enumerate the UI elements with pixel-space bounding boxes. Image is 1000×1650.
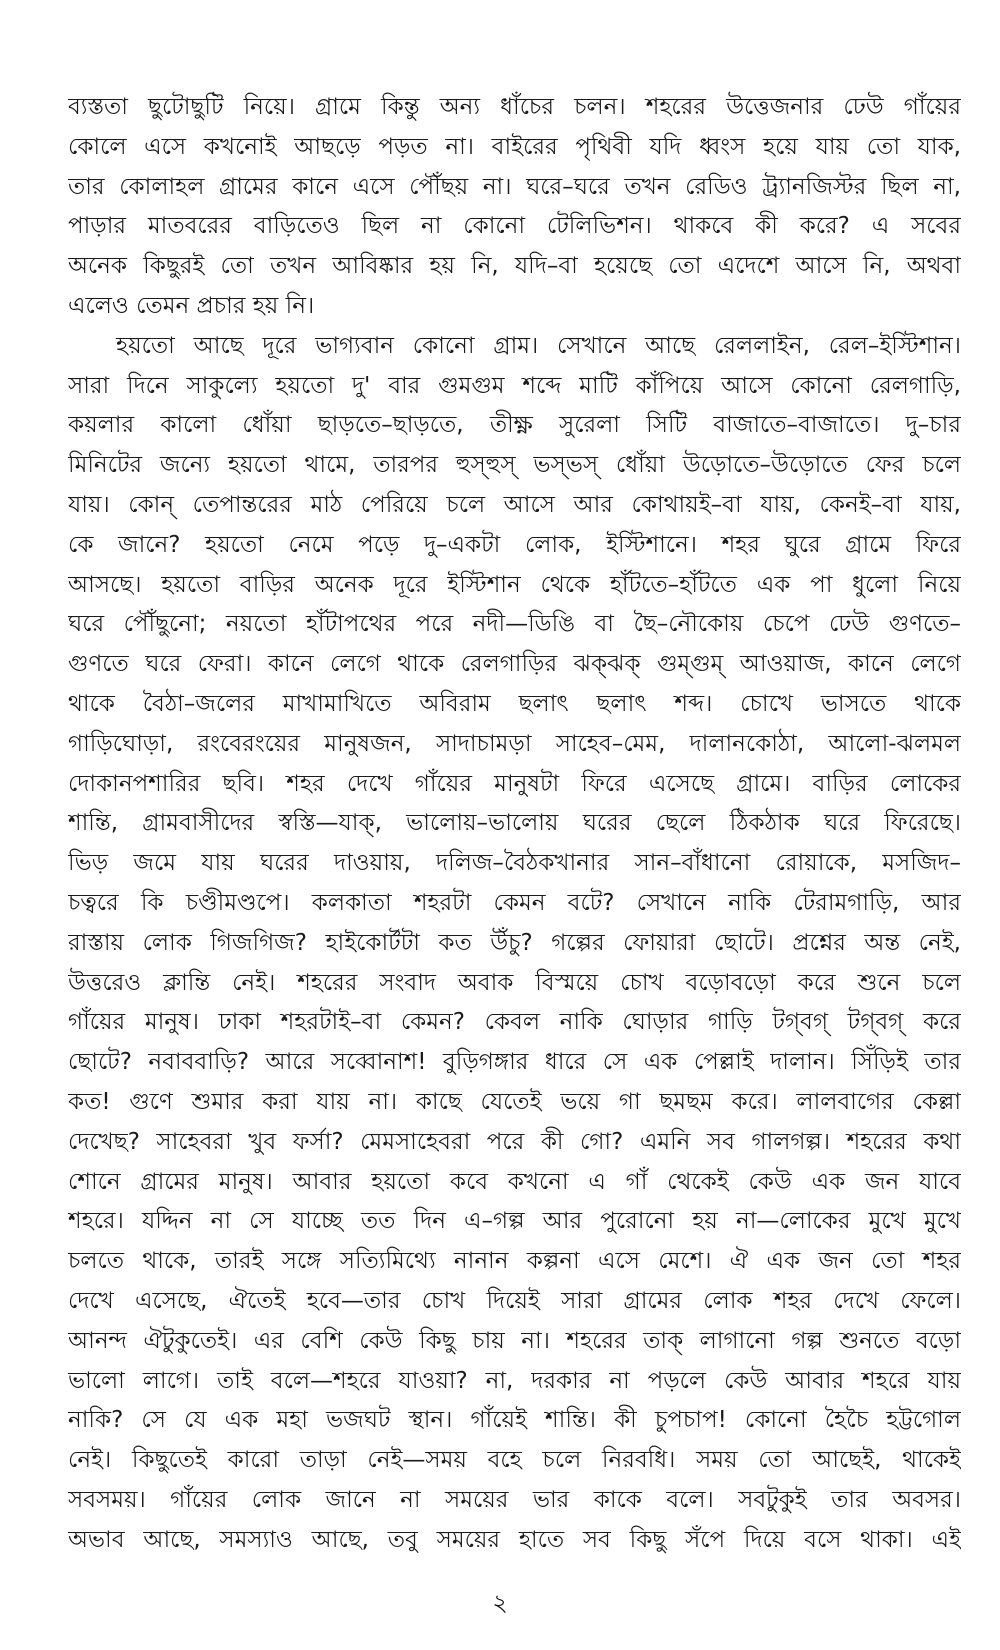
text-line: দোকানপশারির ছবি। শহর দেখে গাঁয়ের মানুষটা ফিরে এসেছে গ্রামে। বাড়ির লোকের	[68, 770, 961, 797]
text-line: ছোটে? নবাববাড়ি? আরে সব্বোনাশ! বুড়িগঙ্গার ধারে সে এক পেল্লাই দালান। সিঁড়িই তার	[68, 1049, 961, 1076]
text-line: চলতে থাকে, তারই সঙ্গে সত্যিমিথ্যে নানান কল্পনা এসে মেশে। ঐ এক জন তো শহর	[68, 1248, 961, 1275]
text-line: উত্তরেও ক্লান্তি নেই। শহরের সংবাদ অবাক বিস্ময়ে চোখ বড়োবড়ো করে শুনে চলে	[68, 969, 961, 996]
text-line: গাড়িঘোড়া, রংবেরংয়ের মানুষজন, সাদাচামড়া সাহেব–মেম, দালানকোঠা, আলো-ঝলমল	[68, 730, 961, 757]
text-line: তার কোলাহল গ্রামের কানে এসে পৌঁছয় না। ঘরে–ঘরে তখন রেডিও ট্র্যানজিস্টর ছিল না,	[68, 173, 961, 200]
text-line: নেই। কিছুতেই কারো তাড়া নেই—সময় বহে চলে নিরবধি। সময় তো আছেই, থাকেই	[68, 1447, 961, 1474]
text-line: সবসময়। গাঁয়ের লোক জানে না সময়ের ভার কাকে বলে। সবটুকুই তার অবসর।	[68, 1486, 961, 1513]
text-line: আসছে। হয়তো বাড়ির অনেক দূরে ইস্টিশান থেকে হাঁটতে–হাঁটতে এক পা ধুলো নিয়ে	[68, 571, 961, 598]
paragraph-start-line: হয়তো আছে দূরে ভাগ্যবান কোনো গ্রাম। সেখানে আছে রেললাইন, রেল–ইস্টিশান।	[116, 332, 961, 359]
text-line: ঘরে পৌঁছুনো; নয়তো হাঁটাপথের পরে নদী—ডিঙি বা ছৈ–নৌকোয় চেপে ঢেউ গুণতে–	[68, 611, 961, 638]
text-line: সারা দিনে সাকুল্যে হয়তো দু' বার গুমগুম শব্দে মাটি কাঁপিয়ে আসে কোনো রেলগাড়ি,	[68, 372, 961, 399]
text-line: অভাব আছে, সমস্যাও আছে, তবু সময়ের হাতে সব কিছু সঁপে দিয়ে বসে থাকা। এই	[68, 1526, 961, 1553]
text-line: ভালো লাগে। তাই বলে—শহরে যাওয়া? না, দরকার না পড়লে কেউ আবার শহরে যায়	[68, 1367, 961, 1394]
text-line: শোনে গ্রামের মানুষ। আবার হয়তো কবে কখনো এ গাঁ থেকেই কেউ এক জন যাবে	[68, 1168, 961, 1195]
body-text	[68, 88, 961, 1560]
page-number: ২	[492, 1589, 508, 1617]
text-line: কত! গুণে শুমার করা যায় না। কাছে যেতেই ভয়ে গা ছমছম করে। লালবাগের কেল্লা	[68, 1088, 961, 1115]
text-line: পাড়ার মাতবরের বাড়িতেও ছিল না কোনো টেলিভিশন। থাকবে কী করে? এ সবের	[68, 213, 961, 240]
text-line: ব্যস্ততা ছুটোছুটি নিয়ে। গ্রামে কিন্তু অন্য ধাঁচের চলন। শহরের উত্তেজনার ঢেউ গাঁয়ের	[68, 94, 961, 120]
text-line: অনেক কিছুরই তো তখন আবিষ্কার হয় নি, যদি–বা হয়েছে তো এদেশে আসে নি, অথবা	[68, 253, 961, 280]
text-line: কয়লার কালো ধোঁয়া ছাড়তে–ছাড়তে, তীক্ষ্ণ সুরেলা সিটি বাজাতে–বাজাতে। দু–চার	[68, 412, 961, 439]
text-line: কে জানে? হয়তো নেমে পড়ে দু–একটা লোক, ইস্টিশানে। শহর ঘুরে গ্রামে ফিরে	[68, 531, 961, 558]
text-line: এলেও তেমন প্রচার হয় নি।	[68, 292, 315, 319]
text-line: গাঁয়ের মানুষ। ঢাকা শহরটাই–বা কেমন? কেবল নাকি ঘোড়ার গাড়ি টগ্‌বগ্‌ টগ্‌বগ্‌ করে	[68, 1009, 961, 1036]
text-line: কোলে এসে কখনোই আছড়ে পড়ত না। বাইরের পৃথিবী যদি ধ্বংস হয়ে যায় তো যাক,	[68, 133, 961, 160]
text-line: মিনিটের জন্যে হয়তো থামে, তারপর হুস্‌হুস্‌ ভস্‌ভস্‌ ধোঁয়া উড়োতে–উড়োতে ফের চলে	[68, 452, 961, 479]
text-line: থাকে বৈঠা–জলের মাখামাখিতে অবিরাম ছলাৎ ছলাৎ শব্দ। চোখে ভাসতে থাকে	[68, 690, 961, 717]
text-line: দেখে এসেছে, ঐতেই হবে—তার চোখ দিয়েই সারা গ্রামের লোক শহর দেখে ফেলে।	[68, 1287, 961, 1314]
text-line: আনন্দ ঐটুকুতেই। এর বেশি কেউ কিছু চায় না। শহরের তাক্‌ লাগানো গল্প শুনতে বড়ো	[68, 1327, 961, 1354]
text-line: গুণতে ঘরে ফেরা। কানে লেগে থাকে রেলগাড়ির ঝক্‌ঝক্‌ গুম্‌গুম্‌ আওয়াজ, কানে লেগে	[68, 651, 961, 678]
text-line: শহরে। যদ্দিন না সে যাচ্ছে তত দিন এ–গল্প আর পুরোনো হয় না—লোকের মুখে মুখে	[68, 1208, 961, 1235]
text-line: চত্বরে কি চণ্ডীমণ্ডপে। কলকাতা শহরটা কেমন বটে? সেখানে নাকি টেরামগাড়ি, আর	[68, 889, 961, 916]
text-line: নাকি? সে যে এক মহা ভজঘট স্থান। গাঁয়েই শান্তি। কী চুপচাপ! কোনো হৈচৈ হট্টগোল	[68, 1407, 961, 1434]
text-line: ভিড় জমে যায় ঘরের দাওয়ায়, দলিজ–বৈঠকখানার সান–বাঁধানো রোয়াকে, মসজিদ–	[68, 850, 961, 877]
text-line: রাস্তায় লোক গিজগিজ? হাইকোর্টটা কত উঁচু? গল্পের ফোয়ারা ছোটে। প্রশ্নের অন্ত নেই,	[68, 929, 961, 956]
text-line: শান্তি, গ্রামবাসীদের স্বস্তি—যাক্‌, ভালোয়–ভালোয় ঘরের ছেলে ঠিকঠাক ঘরে ফিরেছে।	[68, 810, 961, 837]
text-line: যায়। কোন্‌ তেপান্তরের মাঠ পেরিয়ে চলে আসে আর কোথায়ই–বা যায়, কেনই–বা যায়,	[68, 491, 961, 518]
text-line: দেখেছ? সাহেবরা খুব ফর্সা? মেমসাহেবরা পরে কী গো? এমনি সব গালগল্প। শহরের কথা	[68, 1128, 961, 1155]
